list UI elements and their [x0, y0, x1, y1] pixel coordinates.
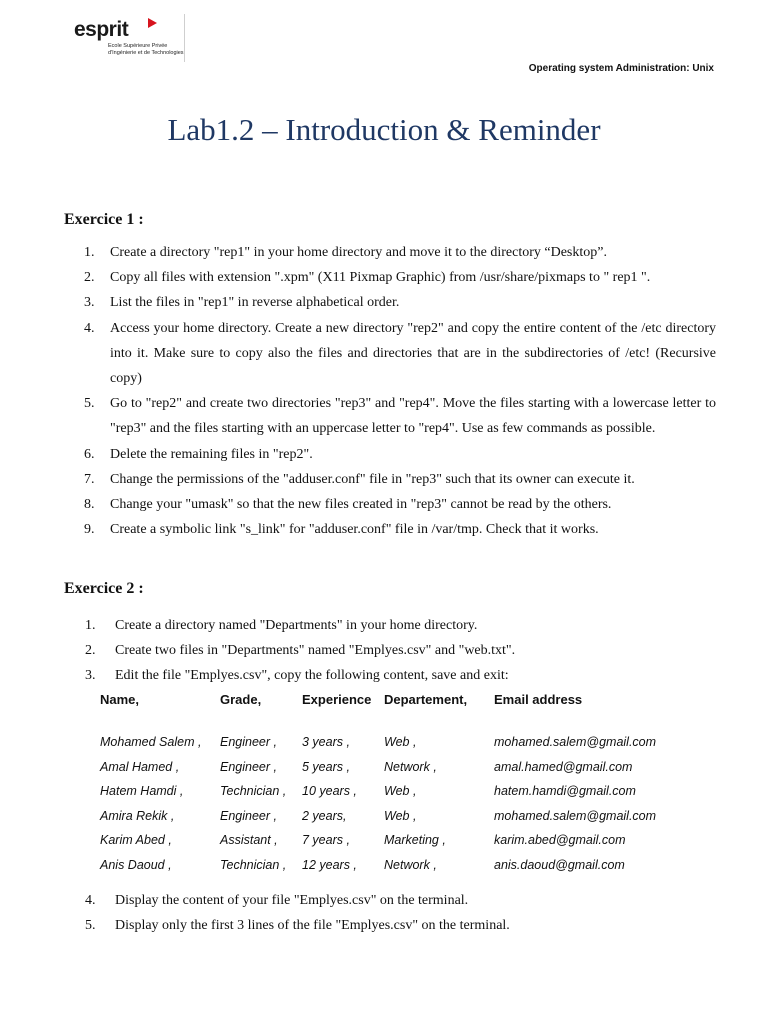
list-item-number: 5.	[84, 396, 95, 412]
list-item-text: Create a directory "rep1" in your home directory and move it to the directory “Desktop”.	[110, 245, 607, 260]
list-item	[84, 265, 716, 290]
table-cell: Network ,	[384, 857, 437, 872]
list-item-text: Create a symbolic link "s_link" for "adduser.conf" file in /var/tmp. Check that it works.	[110, 522, 599, 538]
list-item	[85, 888, 685, 913]
table-cell: mohamed.salem@gmail.com	[494, 735, 657, 749]
list-item-text: List the files in "rep1" in reverse alphabetical order.	[110, 295, 400, 311]
table-cell: 7 years ,	[302, 833, 350, 847]
table-cell: Engineer ,	[220, 759, 277, 774]
table-cell: Mohamed Salem ,	[100, 735, 202, 749]
table-header-cell: Name,	[100, 692, 140, 707]
table-cell: Amal Hamed ,	[100, 759, 180, 774]
list-item	[84, 467, 716, 492]
table-cell: mohamed.salem@gmail.com	[494, 808, 657, 823]
table-cell: 10 years ,	[302, 784, 357, 798]
table-cell: Engineer ,	[220, 735, 277, 749]
table-cell: Anis Daoud ,	[100, 857, 172, 872]
list-item-text: Access your home directory. Create a new directory "rep2" and copy the entire content of the /etc directory into it. Make sure to copy also the files and directories that are in the subdirectories of /etc! (Recursive copy)	[110, 320, 716, 387]
table-header-cell: Departement,	[384, 692, 468, 707]
table-cell: 3 years ,	[302, 735, 350, 749]
list-item-text: Change your "umask" so that the new files created in "rep3" cannot be read by the others.	[110, 497, 612, 513]
exercise1-heading: Exercice 1 :	[64, 211, 144, 228]
list-item-text: Create a directory named "Departments" in your home directory.	[115, 618, 478, 633]
list-item	[84, 391, 716, 441]
exercise1-list	[84, 240, 716, 542]
table-cell: Web ,	[384, 808, 417, 823]
table-cell: 12 years ,	[302, 857, 357, 872]
table-cell: amal.hamed@gmail.com	[494, 759, 633, 774]
exercise2-heading: Exercice 2 :	[64, 580, 144, 597]
table-header-cell: Email address	[494, 692, 583, 707]
list-item-number: 2.	[84, 270, 95, 286]
table-cell: Karim Abed ,	[100, 833, 172, 847]
table-cell: Web ,	[384, 735, 417, 749]
table-cell: hatem.hamdi@gmail.com	[494, 784, 636, 798]
page-title: Lab1.2 – Introduction & Reminder	[167, 112, 601, 147]
list-item	[84, 517, 716, 542]
list-item-text: Go to "rep2" and create two directories "rep3" and "rep4". Move the files starting with a lowercase letter to "rep3" and the files starting with an uppercase letter to "rep4". Use as few commands as possible.	[110, 396, 716, 437]
list-item	[85, 663, 685, 688]
list-item	[84, 492, 716, 517]
list-item-number: 8.	[84, 497, 95, 513]
table-cell: 2 years,	[302, 808, 347, 823]
list-item	[84, 240, 716, 265]
list-item-text: Display the content of your file "Emplyes.csv" on the terminal.	[115, 893, 469, 908]
table-cell: Network ,	[384, 759, 437, 774]
list-item	[84, 290, 716, 315]
list-item	[85, 913, 685, 938]
list-item-number: 5.	[85, 918, 96, 933]
table-cell: Technician ,	[220, 857, 287, 872]
course-title: Operating system Administration: Unix	[528, 63, 714, 74]
list-item-number: 2.	[85, 643, 96, 658]
table-header-cell: Experience	[302, 692, 372, 707]
exercise2-list	[85, 613, 685, 688]
list-item-number: 3.	[84, 295, 95, 311]
list-item-text: Create two files in "Departments" named "Emplyes.csv" and "web.txt".	[115, 643, 516, 658]
table-cell: anis.daoud@gmail.com	[494, 857, 625, 872]
esprit-logo	[72, 14, 185, 62]
table-header-cell: Grade,	[220, 692, 262, 707]
list-item-number: 4.	[85, 893, 96, 908]
table-cell: Engineer ,	[220, 808, 277, 823]
table-cell: Technician ,	[220, 784, 287, 798]
logo-text: esprit	[74, 18, 129, 41]
table-cell: 5 years ,	[302, 759, 350, 774]
list-item-number: 7.	[84, 471, 95, 487]
table-cell: Web ,	[384, 784, 417, 798]
table-cell: Hatem Hamdi ,	[100, 784, 184, 798]
list-item-text: Edit the file "Emplyes.csv", copy the following content, save and exit:	[115, 668, 509, 683]
list-item-number: 1.	[84, 245, 95, 260]
list-item-number: 9.	[84, 522, 95, 538]
list-item-number: 1.	[85, 618, 96, 633]
list-item-number: 4.	[84, 320, 95, 336]
list-item-text: Change the permissions of the "adduser.conf" file in "rep3" such that its owner can execute it.	[110, 471, 635, 487]
list-item-number: 6.	[84, 446, 95, 462]
list-item-number: 3.	[85, 668, 96, 683]
table-cell: karim.abed@gmail.com	[494, 833, 626, 847]
list-item-text: Copy all files with extension ".xpm" (X11 Pixmap Graphic) from /usr/share/pixmaps to " rep1 ".	[110, 270, 651, 286]
table-cell: Marketing ,	[384, 833, 446, 847]
table-cell: Assistant ,	[220, 833, 278, 847]
logo-red-mark-icon	[148, 18, 157, 28]
logo-subtitle: Ecole Supérieure Privée d'Ingénierie et de Technologies	[108, 43, 184, 56]
list-item	[84, 442, 716, 467]
list-item	[85, 638, 685, 663]
list-item-text: Display only the first 3 lines of the file "Emplyes.csv" on the terminal.	[115, 918, 510, 933]
list-item	[85, 613, 685, 638]
table-cell: Amira Rekik ,	[100, 808, 175, 823]
list-item-text: Delete the remaining files in "rep2".	[110, 446, 313, 462]
exercise2-list-continued	[85, 888, 685, 938]
list-item	[84, 316, 716, 392]
